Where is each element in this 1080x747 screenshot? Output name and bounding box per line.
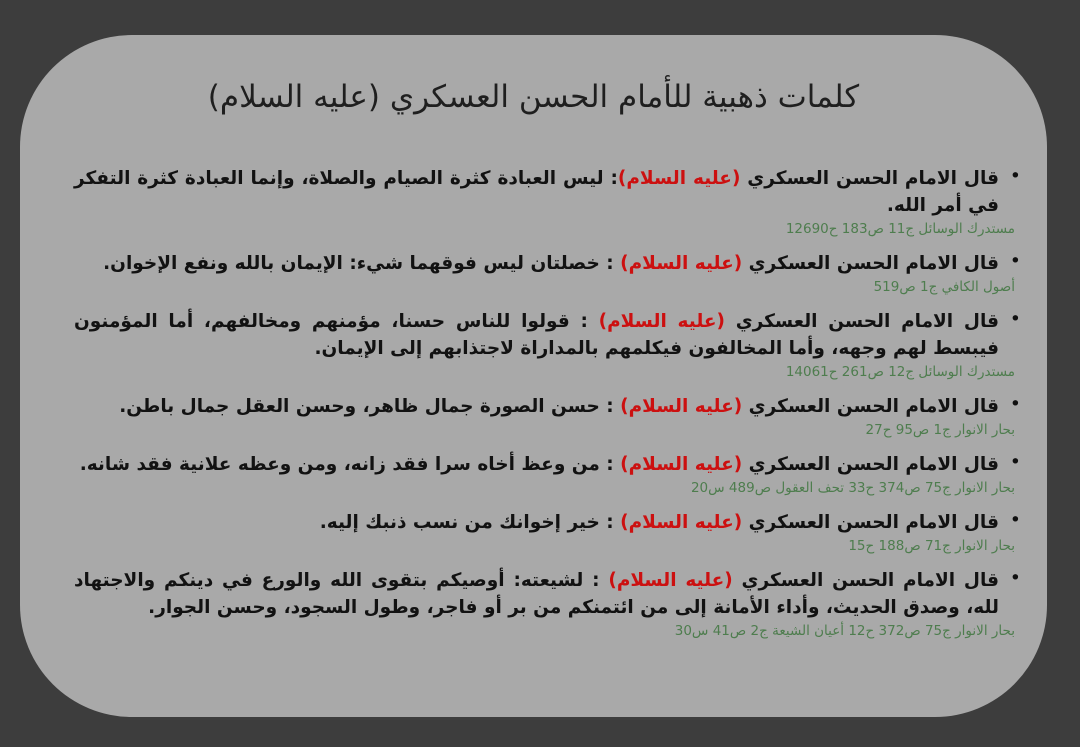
bullet-icon: •	[1009, 250, 1021, 272]
slide-panel	[20, 35, 1047, 717]
quote-item-6	[74, 509, 1023, 555]
quote-source: مستدرك الوسائل ج11 ص183 ح12690	[785, 221, 1015, 237]
quote-item-5	[74, 451, 1023, 497]
bullet-icon: •	[1009, 165, 1021, 187]
slide-title: كلمات ذهبية للأمام الحسن العسكري (عليه السلام)	[207, 79, 860, 115]
bullet-icon: •	[1009, 393, 1021, 415]
quote-intro: قال الامام الحسن العسكري	[742, 454, 999, 475]
bullet-icon: •	[1009, 308, 1021, 330]
quote-body: : ليس العبادة كثرة الصيام والصلاة، وإنما العبادة كثرة التفكر في أمر الله.	[74, 168, 999, 216]
quote-body: : قولوا للناس حسنا، مؤمنهم ومخالفهم، أما المؤمنون فيبسط لهم وجهه، وأما المخالفون فيكلمهم بالمداراة لاجتذابهم إلى الإيمان.	[74, 311, 999, 359]
quote-text	[74, 509, 999, 536]
quote-body: : خصلتان ليس فوقهما شيء: الإيمان بالله ونفع الإخوان.	[103, 253, 621, 274]
quote-item-3	[74, 308, 1023, 381]
quote-body: : لشيعته: أوصيكم بتقوى الله والورع في دينكم والاجتهاد لله، وصدق الحديث، وأداء الأمانة إلى من ائتمنكم من بر أو فاجر، وطول السجود، وحسن الجوار.	[74, 570, 999, 618]
quote-intro: قال الامام الحسن العسكري	[732, 570, 1000, 591]
quote-item-2	[74, 250, 1023, 296]
quote-salam: (عليه السلام)	[617, 168, 741, 189]
quote-source: بحار الانوار ج71 ص188 ح15	[848, 538, 1015, 554]
quote-salam: (عليه السلام)	[620, 454, 743, 475]
quote-salam: (عليه السلام)	[620, 396, 743, 417]
quote-item-7	[74, 567, 1023, 640]
bullet-icon: •	[1009, 567, 1021, 589]
quote-text	[74, 308, 999, 362]
bullet-icon: •	[1009, 509, 1021, 531]
quote-salam: (عليه السلام)	[620, 512, 743, 533]
quote-intro: قال الامام الحسن العسكري	[742, 253, 999, 274]
quote-intro: قال الامام الحسن العسكري	[740, 168, 1000, 189]
quote-body: : خير إخوانك من نسب ذنبك إليه.	[319, 512, 621, 533]
quote-source: مستدرك الوسائل ج12 ص261 ح14061	[785, 364, 1015, 380]
quotes-list	[74, 165, 1023, 640]
quote-salam: (عليه السلام)	[598, 311, 725, 332]
quote-text	[74, 393, 999, 420]
bullet-icon: •	[1009, 451, 1021, 473]
quote-intro: قال الامام الحسن العسكري	[742, 396, 999, 417]
quote-source: بحار الانوار ج75 ص374 ح33 تحف العقول ص489 س20	[690, 480, 1015, 496]
quote-text	[74, 165, 999, 219]
quote-source: بحار الانوار ج75 ص372 ح12 أعيان الشيعة ج2 ص41 س30	[674, 623, 1015, 639]
quote-body: : من وعظ أخاه سرا فقد زانه، ومن وعظه علانية فقد شانه.	[79, 454, 621, 475]
quote-body: : حسن الصورة جمال ظاهر، وحسن العقل جمال باطن.	[119, 396, 621, 417]
quote-item-1	[74, 165, 1023, 238]
quote-text	[74, 250, 999, 277]
quote-intro: قال الامام الحسن العسكري	[742, 512, 999, 533]
quote-salam: (عليه السلام)	[608, 570, 733, 591]
quote-source: أصول الكافي ج1 ص519	[873, 279, 1015, 295]
quote-salam: (عليه السلام)	[620, 253, 743, 274]
quote-text	[74, 451, 999, 478]
quote-intro: قال الامام الحسن العسكري	[724, 311, 1000, 332]
quote-source: بحار الانوار ج1 ص95 ح27	[865, 422, 1015, 438]
quote-item-4	[74, 393, 1023, 439]
quote-text	[74, 567, 999, 621]
